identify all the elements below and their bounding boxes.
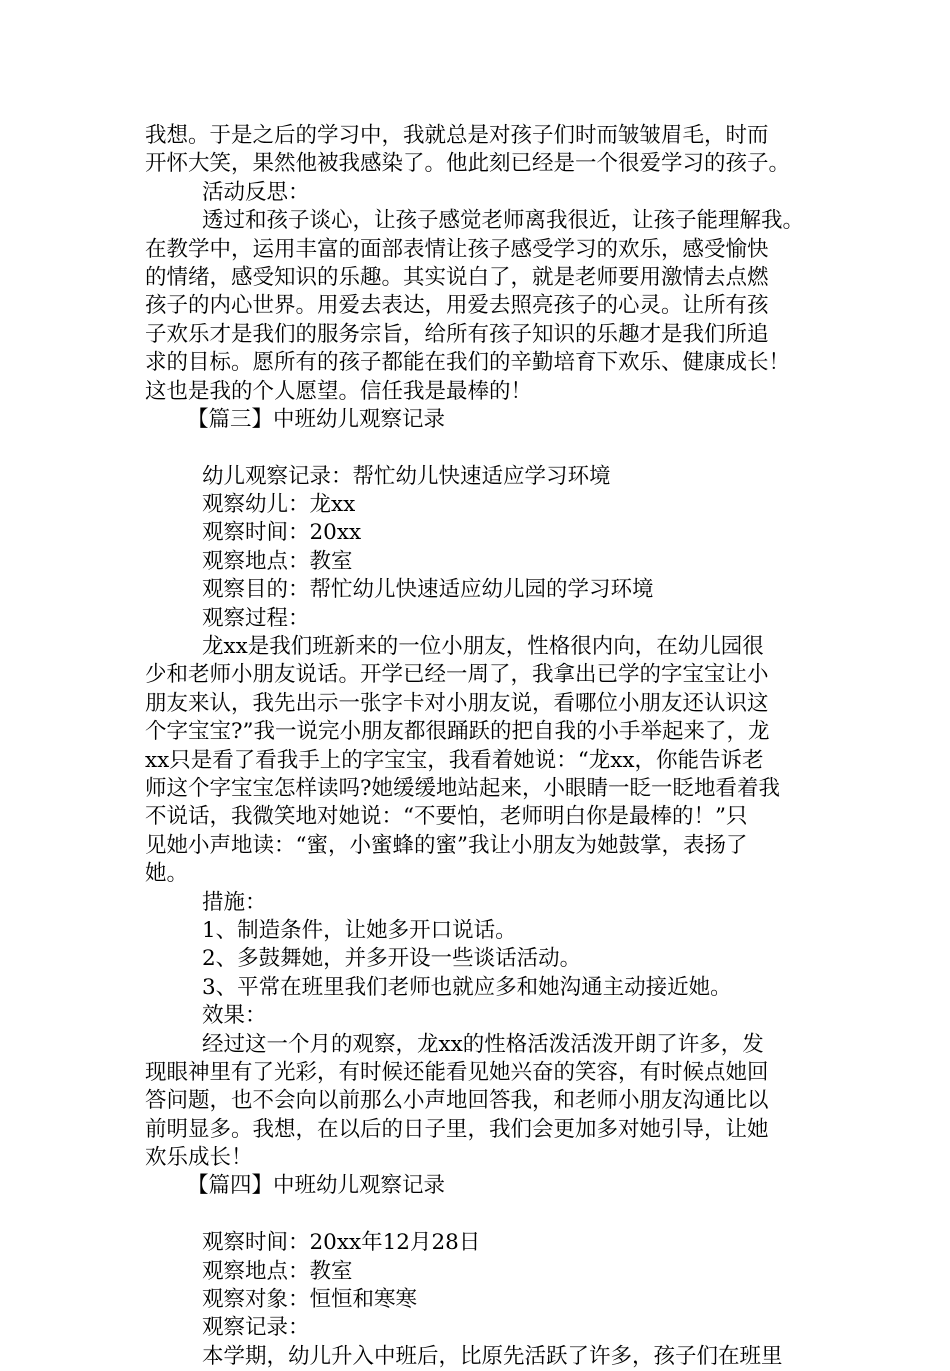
reflection-heading: 活动反思：	[202, 179, 310, 205]
paragraph-line: 龙xx是我们班新来的一位小朋友，性格很内向，在幼儿园很	[202, 634, 764, 660]
paragraph-line: 求的目标。愿所有的孩子都能在我们的辛勤培育下欢乐、健康成长！	[145, 350, 791, 376]
section-title: 【篇三】中班幼儿观察记录	[187, 406, 446, 432]
paragraph-line: 不说话，我微笑地对她说：“不要怕，老师明白你是最棒的！”只	[145, 804, 748, 830]
list-item: 2、多鼓舞她，并多开设一些谈话活动。	[202, 946, 582, 972]
field-line: 观察时间：20xx	[202, 520, 362, 546]
paragraph-line: 在教学中，运用丰富的面部表情让孩子感受学习的欢乐，感受愉快	[145, 236, 769, 262]
list-item: 3、平常在班里我们老师也就应多和她沟通主动接近她。	[202, 974, 732, 1000]
paragraph-line: 开怀大笑，果然他被我感染了。他此刻已经是一个很爱学习的孩子。	[145, 151, 791, 177]
document-page	[145, 122, 823, 1371]
paragraph-line: 前明显多。我想，在以后的日子里，我们会更加多对她引导，让她	[145, 1116, 769, 1142]
paragraph-line: 本学期，幼儿升入中班后，比原先活跃了许多，孩子们在班里	[202, 1343, 783, 1369]
paragraph-line: 这也是我的个人愿望。信任我是最棒的！	[145, 378, 533, 404]
blank-line	[145, 1201, 823, 1229]
paragraph-line: 的情绪，感受知识的乐趣。其实说白了，就是老师要用激情去点燃	[145, 264, 769, 290]
paragraph-line: 子欢乐才是我们的服务宗旨，给所有孩子知识的乐趣才是我们所追	[145, 321, 769, 347]
paragraph-line: 欢乐成长！	[145, 1145, 253, 1171]
field-line: 观察目的：帮忙幼儿快速适应幼儿园的学习环境	[202, 577, 654, 603]
field-line: 观察过程：	[202, 605, 310, 631]
paragraph-line: 见她小声地读：“蜜，小蜜蜂的蜜”我让小朋友为她鼓掌，表扬了	[145, 832, 748, 858]
paragraph-line: 她。	[145, 861, 189, 887]
measures-heading: 措施：	[202, 889, 267, 915]
paragraph-line: xx只是看了看我手上的字宝宝，我看着她说：“龙xx，你能告诉老	[145, 747, 764, 773]
paragraph-line: 我想。于是之后的学习中，我就总是对孩子们时而皱皱眉毛，时而	[145, 123, 769, 148]
paragraph-line: 朋友来认，我先出示一张字卡对小朋友说，看哪位小朋友还认识这	[145, 690, 769, 716]
section-title: 【篇四】中班幼儿观察记录	[187, 1173, 446, 1199]
field-line: 观察对象：恒恒和寒寒	[202, 1287, 418, 1313]
list-item: 1、制造条件，让她多开口说话。	[202, 917, 517, 943]
paragraph-line: 透过和孩子谈心，让孩子感觉老师离我很近，让孩子能理解我。	[202, 208, 805, 234]
blank-line	[145, 434, 823, 462]
field-line: 观察时间：20xx年12月28日	[202, 1230, 481, 1256]
paragraph-line: 经过这一个月的观察，龙xx的性格活泼活泼开朗了许多，发	[202, 1031, 764, 1057]
field-line: 观察幼儿：龙xx	[202, 492, 356, 518]
paragraph-line: 师这个字宝宝怎样读吗?她缓缓地站起来，小眼睛一眨一眨地看着我	[145, 775, 781, 801]
paragraph-line: 现眼神里有了光彩，有时候还能看见她兴奋的笑容，有时候点她回	[145, 1059, 769, 1085]
paragraph-line: 答问题，也不会向以前那么小声地回答我，和老师小朋友沟通比以	[145, 1088, 769, 1114]
paragraph-line: 孩子的内心世界。用爱去表达，用爱去照亮孩子的心灵。让所有孩	[145, 293, 769, 319]
field-line: 观察记录：	[202, 1315, 310, 1341]
effect-heading: 效果：	[202, 1003, 267, 1029]
paragraph-line: 个字宝宝?”我一说完小朋友都很踊跃的把自我的小手举起来了，龙	[145, 719, 770, 745]
field-line: 观察地点：教室	[202, 1258, 353, 1284]
field-line: 幼儿观察记录：帮忙幼儿快速适应学习环境	[202, 463, 611, 489]
paragraph-line: 少和老师小朋友说话。开学已经一周了，我拿出已学的字宝宝让小	[145, 662, 769, 688]
field-line: 观察地点：教室	[202, 548, 353, 574]
